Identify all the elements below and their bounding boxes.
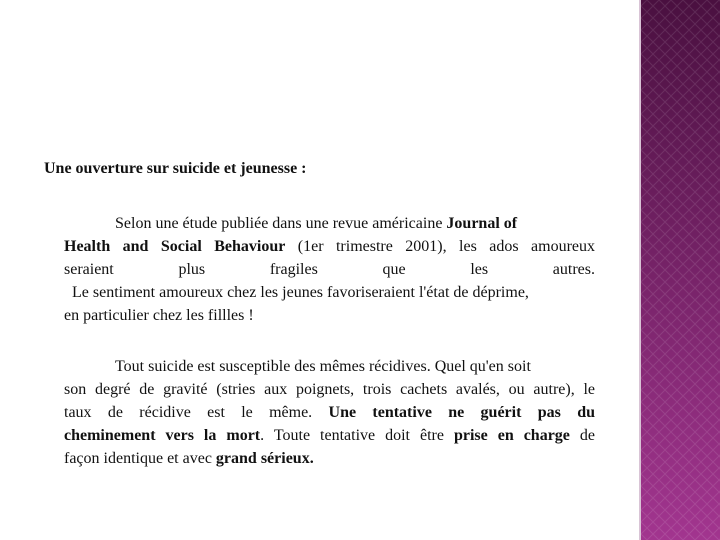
p2-line-4-text: . Toute tentative doit être xyxy=(260,427,454,444)
p1-line-1 xyxy=(64,212,595,235)
paragraph-study xyxy=(64,212,595,327)
p2-line-4 xyxy=(64,424,595,447)
emphasis-prise-en-charge: prise en charge xyxy=(453,427,570,444)
slide-heading: Une ouverture sur suicide et jeunesse : xyxy=(44,160,307,177)
p1-line-1-text: Selon une étude publiée dans une revue américaine xyxy=(115,215,447,232)
decorative-sidebar xyxy=(641,0,720,540)
p1-line-5: en particulier chez les fillles ! xyxy=(64,307,254,324)
p2-line-3 xyxy=(64,401,595,424)
p2-line-2: son degré de gravité (stries aux poignets, trois cachets avalés, ou autre), le xyxy=(64,381,595,398)
p1-line-2 xyxy=(64,235,595,258)
emphasis-tentative: Une tentative ne guérit pas du xyxy=(328,404,595,421)
p2-line-1-text: Tout suicide est susceptible des mêmes récidives. Quel qu'en soit xyxy=(115,358,531,375)
emphasis-cheminement: cheminement vers la mort xyxy=(64,427,261,444)
p2-line-3-text: taux de récidive est le même. xyxy=(64,404,329,421)
p2-line-1 xyxy=(64,355,595,378)
p1-line-4 xyxy=(64,281,595,304)
journal-title-part-1: Journal of xyxy=(446,215,518,232)
journal-title-part-2: Health and Social Behaviour xyxy=(64,238,286,255)
p1-line-4-text: Le sentiment amoureux chez les jeunes favoriseraient l'état de déprime, xyxy=(72,284,529,301)
p2-line-5 xyxy=(64,447,595,470)
p1-line-3: seraient plus fragiles que les autres. xyxy=(64,261,595,278)
paragraph-recidive xyxy=(64,355,595,470)
p2-line-4-end: de xyxy=(569,427,595,444)
p1-line-2-text: (1er trimestre 2001), les ados amoureux xyxy=(285,238,595,255)
p2-line-5-text: façon identique et avec xyxy=(64,450,216,467)
diamond-pattern xyxy=(641,0,720,540)
emphasis-grand-serieux: grand sérieux. xyxy=(215,450,314,467)
